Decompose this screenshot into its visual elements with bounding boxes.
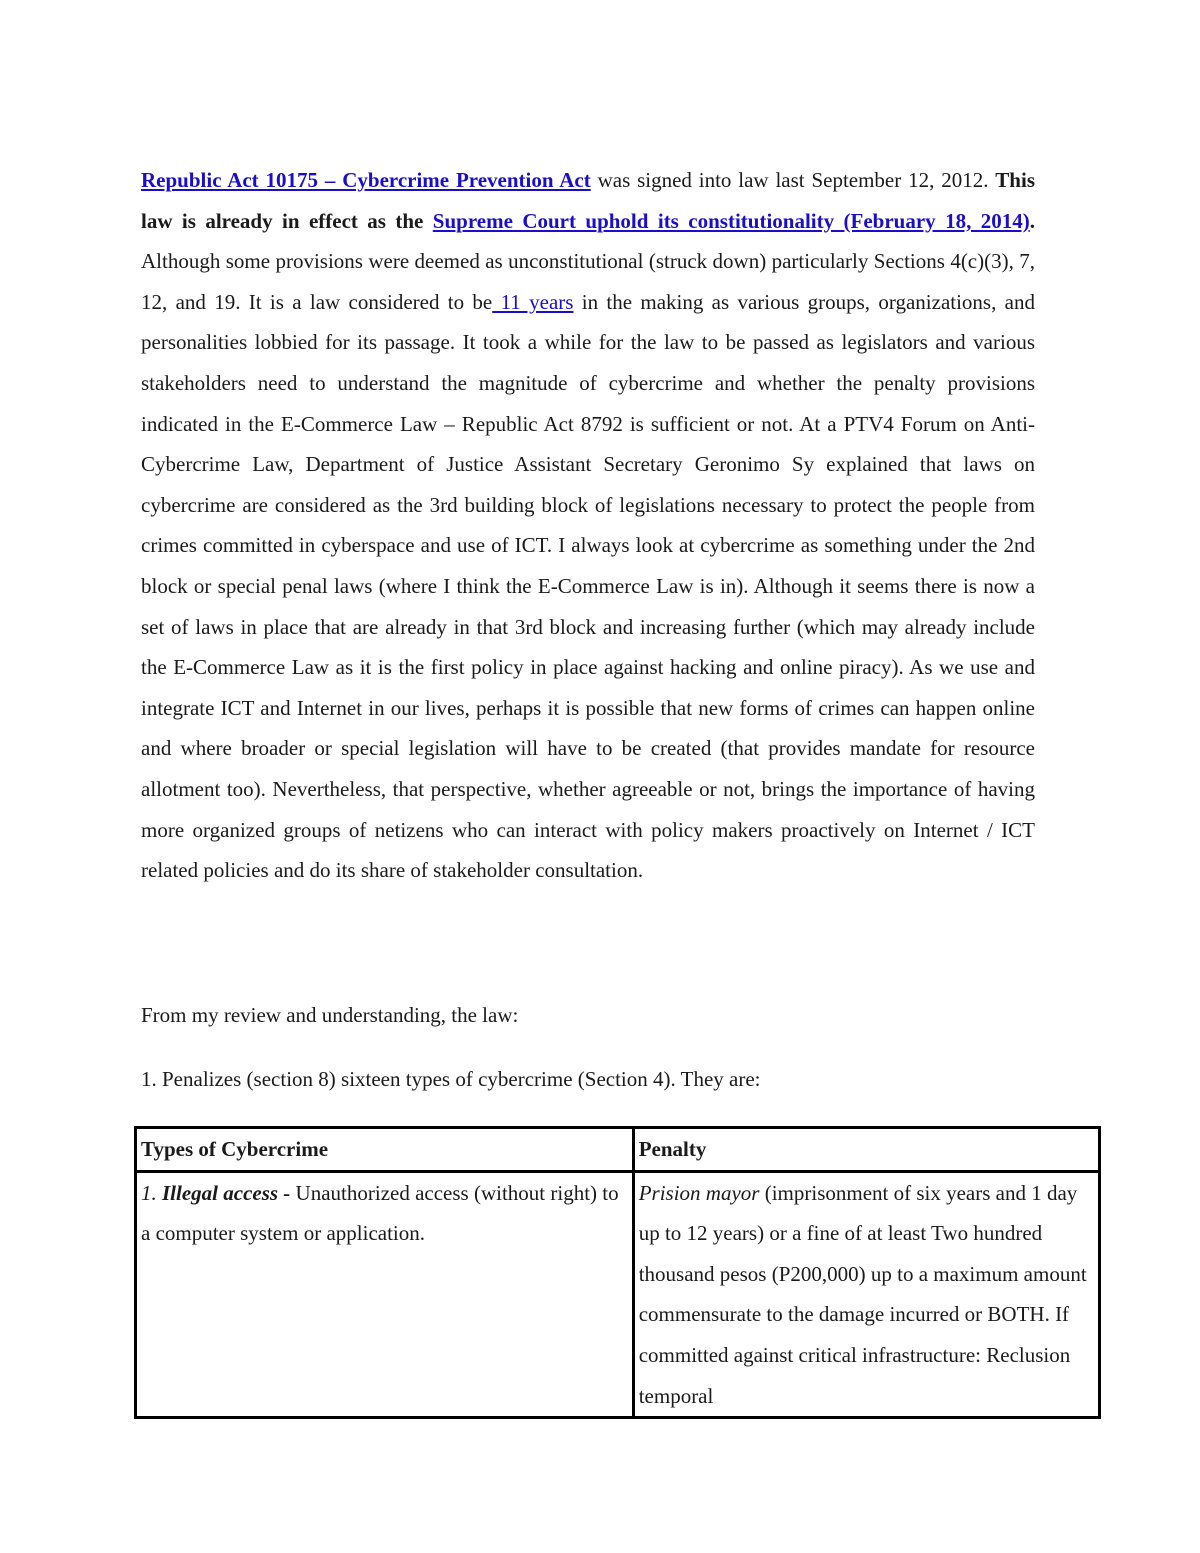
intro-text-1: was signed into law last September 12, 2012.	[590, 168, 996, 192]
intro-text-2: Although some provisions were deemed as unconstitutional (struck down) particularly Sections 4(c)(3), 7, 12, and 19. It is a law considered to be	[141, 249, 1035, 314]
crime-number: 1.	[141, 1180, 162, 1205]
table-header-row	[136, 1128, 1100, 1172]
intro-bold-effect: This law is already in effect as the	[141, 168, 1035, 233]
intro-text-3: in the making as various groups, organizations, and personalities lobbied for its passage. It took a while for the law to be passed as legislators and various stakeholders need to understand the magnitude of cybercrime and whether the penalty provisions indicated in the E-Commerce Law – Republic Act 8792 is sufficient or not. At a PTV4 Forum on Anti-Cybercrime Law, Department of Justice Assistant Secretary Geronimo Sy explained that laws on cybercrime are considered as the 3rd building block of legislations necessary to protect the people from crimes committed in cyberspace and use of ICT. I always look at cybercrime as something under the 2nd block or special penal laws (where I think the E-Commerce Law is in). Although it seems there is now a set of laws in place that are already in that 3rd block and increasing further (which may already include the E-Commerce Law as it is the first policy in place against hacking and online piracy). As we use and integrate ICT and Internet in our lives, perhaps it is possible that new forms of crimes can happen online and where broader or special legislation will have to be created (that provides mandate for resource allotment too). Nevertheless, that perspective, whether agreeable or not, brings the importance of having more organized groups of netizens who can interact with policy makers proactively on Internet / ICT related policies and do its share of stakeholder consultation.	[141, 289, 1035, 883]
link-republic-act[interactable]: Republic Act 10175 – Cybercrime Prevention Act	[141, 168, 591, 192]
header-penalty: Penalty	[633, 1128, 1099, 1172]
header-types: Types of Cybercrime	[136, 1128, 634, 1172]
point-1: 1. Penalizes (section 8) sixteen types of cybercrime (Section 4). They are:	[141, 1067, 761, 1091]
table-row	[136, 1171, 1100, 1418]
penalty-term: Prision mayor	[638, 1180, 760, 1205]
crime-description: Unauthorized access (without right) to a computer system or application.	[141, 1180, 619, 1246]
crime-cell	[136, 1171, 634, 1418]
link-11-years[interactable]: 11 years	[492, 289, 574, 314]
link-supreme-court[interactable]: Supreme Court uphold its constitutionality (February 18, 2014)	[432, 208, 1030, 233]
intro-paragraph	[141, 160, 1035, 891]
cybercrime-table	[134, 1126, 1101, 1419]
penalty-cell	[633, 1171, 1099, 1418]
review-line: From my review and understanding, the law:	[141, 1003, 519, 1027]
penalty-text: (imprisonment of six years and 1 day up to 12 years) or a fine of at least Two hundred thousand pesos (P200,000) up to a maximum amount commensurate to the damage incurred or BOTH. If committed against critical infrastructure: Reclusion temporal	[638, 1180, 1087, 1408]
intro-period: .	[1029, 208, 1035, 233]
crime-term: Illegal access -	[162, 1180, 296, 1205]
